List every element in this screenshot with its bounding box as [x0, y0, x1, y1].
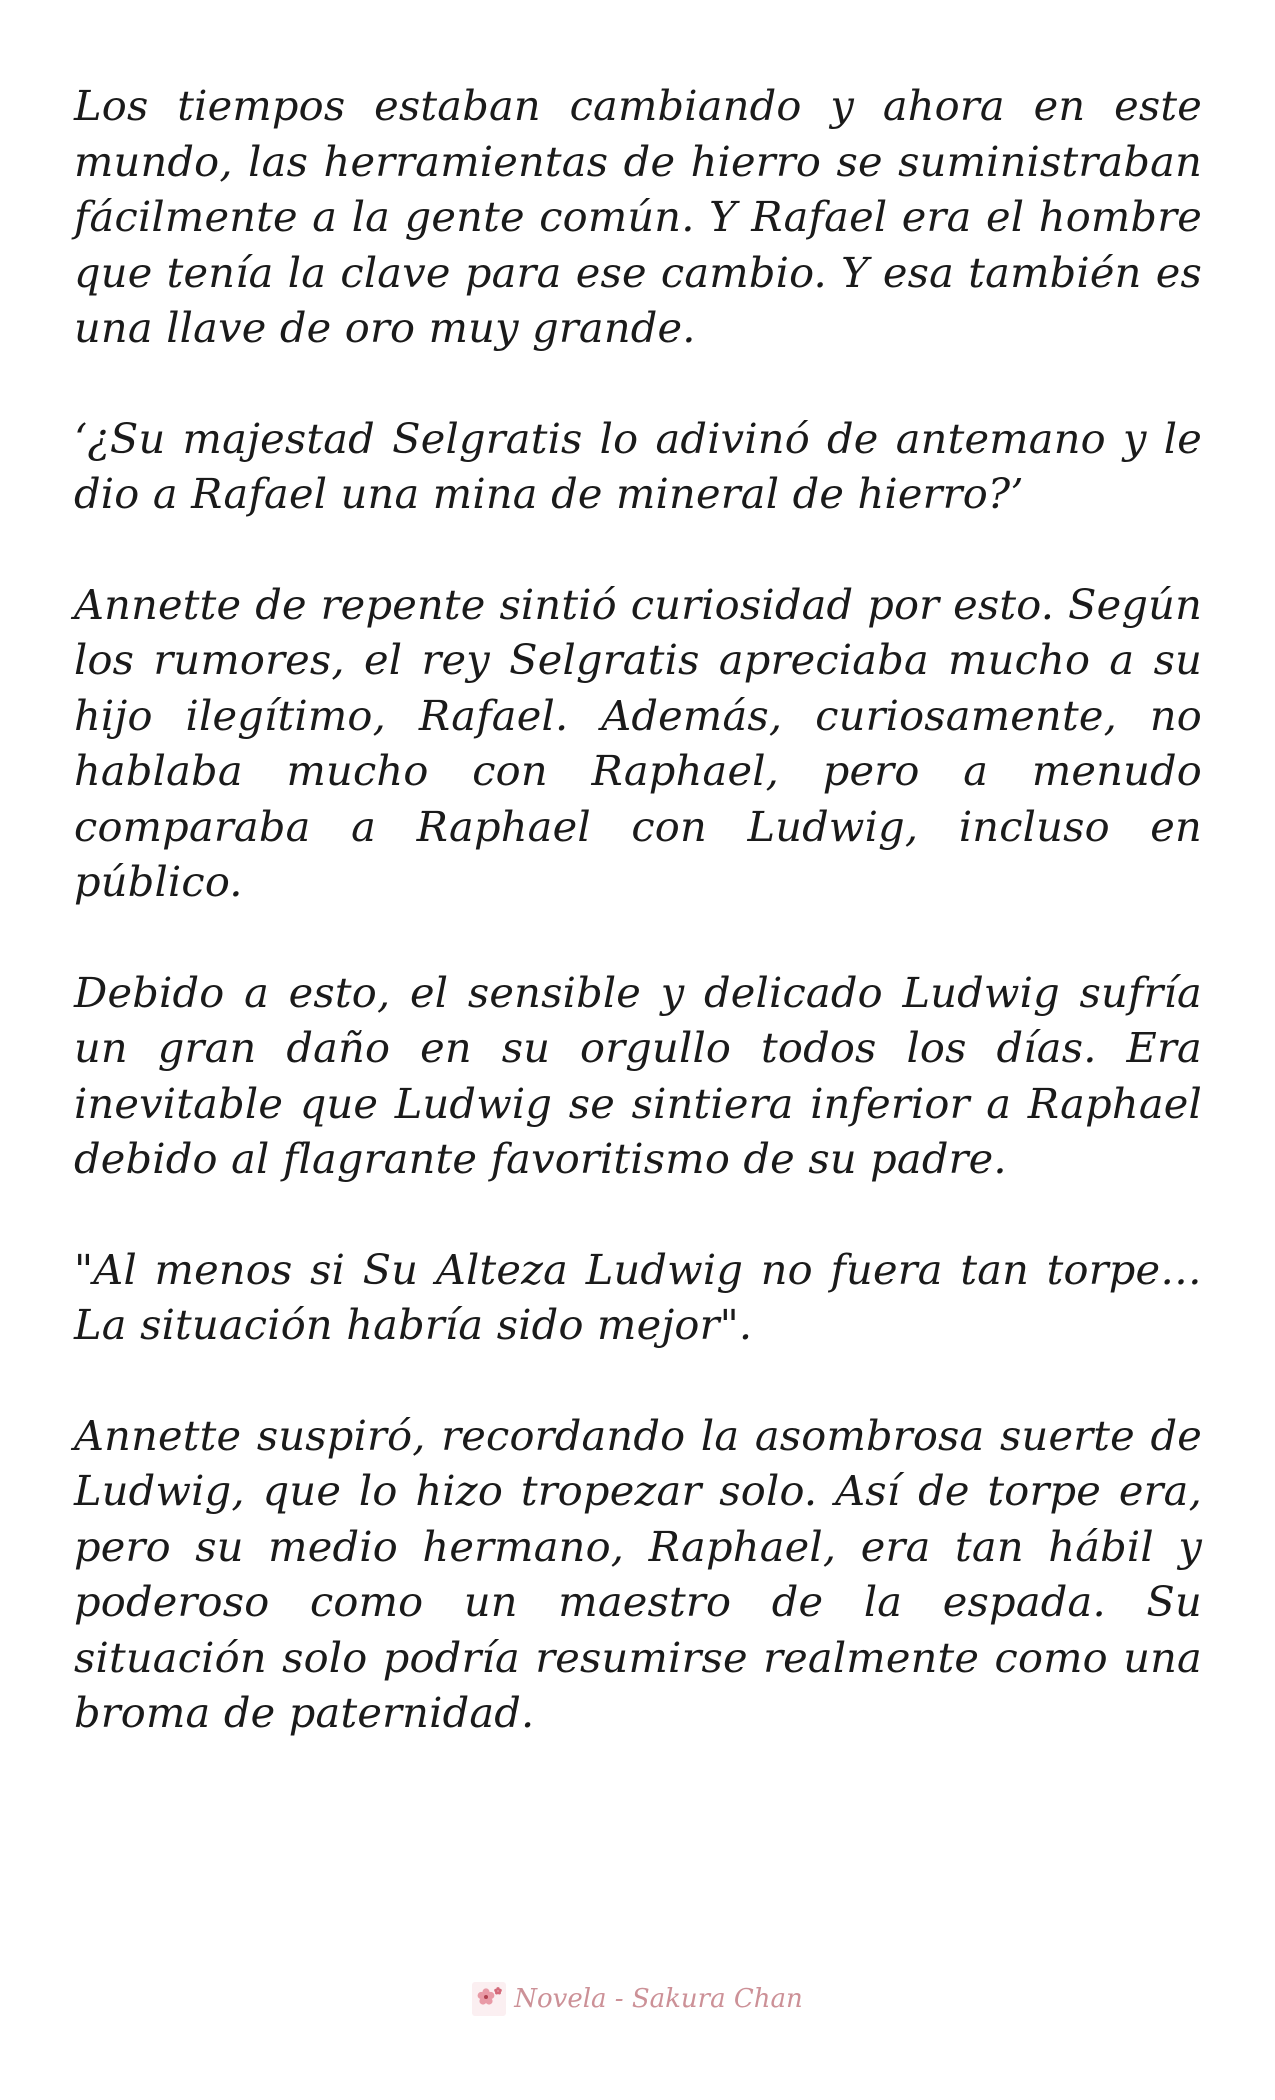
paragraph-6: Annette suspiró, recordando la asombrosa suerte de Ludwig, que lo hizo tropezar solo. Así de torpe era, pero su medio hermano, Raphael, era tan hábil y poderoso como un maestro de la espada. Su situación solo podría resumirse realmente como una broma de paternidad.	[74, 1410, 1202, 1737]
document-body	[74, 78, 1202, 1796]
watermark-footer	[0, 1982, 1275, 2016]
sakura-blossom-icon	[472, 1982, 506, 2016]
watermark-text: Novela - Sakura Chan	[514, 1984, 803, 2014]
paragraph-5: "Al menos si Su Alteza Ludwig no fuera tan torpe…La situación habría sido mejor".	[74, 1244, 1202, 1349]
paragraph-1: Los tiempos estaban cambiando y ahora en este mundo, las herramientas de hierro se suministraban fácilmente a la gente común. Y Rafael era el hombre que tenía la clave para ese cambio. Y esa también es una llave de oro muy grande.	[74, 81, 1202, 352]
paragraph-2: ‘¿Su majestad Selgratis lo adivinó de antemano y le dio a Rafael una mina de mineral de hierro?’	[74, 413, 1202, 518]
paragraph-3: Annette de repente sintió curiosidad por esto. Según los rumores, el rey Selgratis apreciaba mucho a su hijo ilegítimo, Rafael. Además, curiosamente, no hablaba mucho con Raphael, pero a menudo comparaba a Raphael con Ludwig, incluso en público.	[74, 579, 1202, 906]
paragraph-4: Debido a esto, el sensible y delicado Ludwig sufría un gran daño en su orgullo todos los días. Era inevitable que Ludwig se sintiera inferior a Raphael debido al flagrante favoritismo de su padre.	[74, 967, 1202, 1183]
